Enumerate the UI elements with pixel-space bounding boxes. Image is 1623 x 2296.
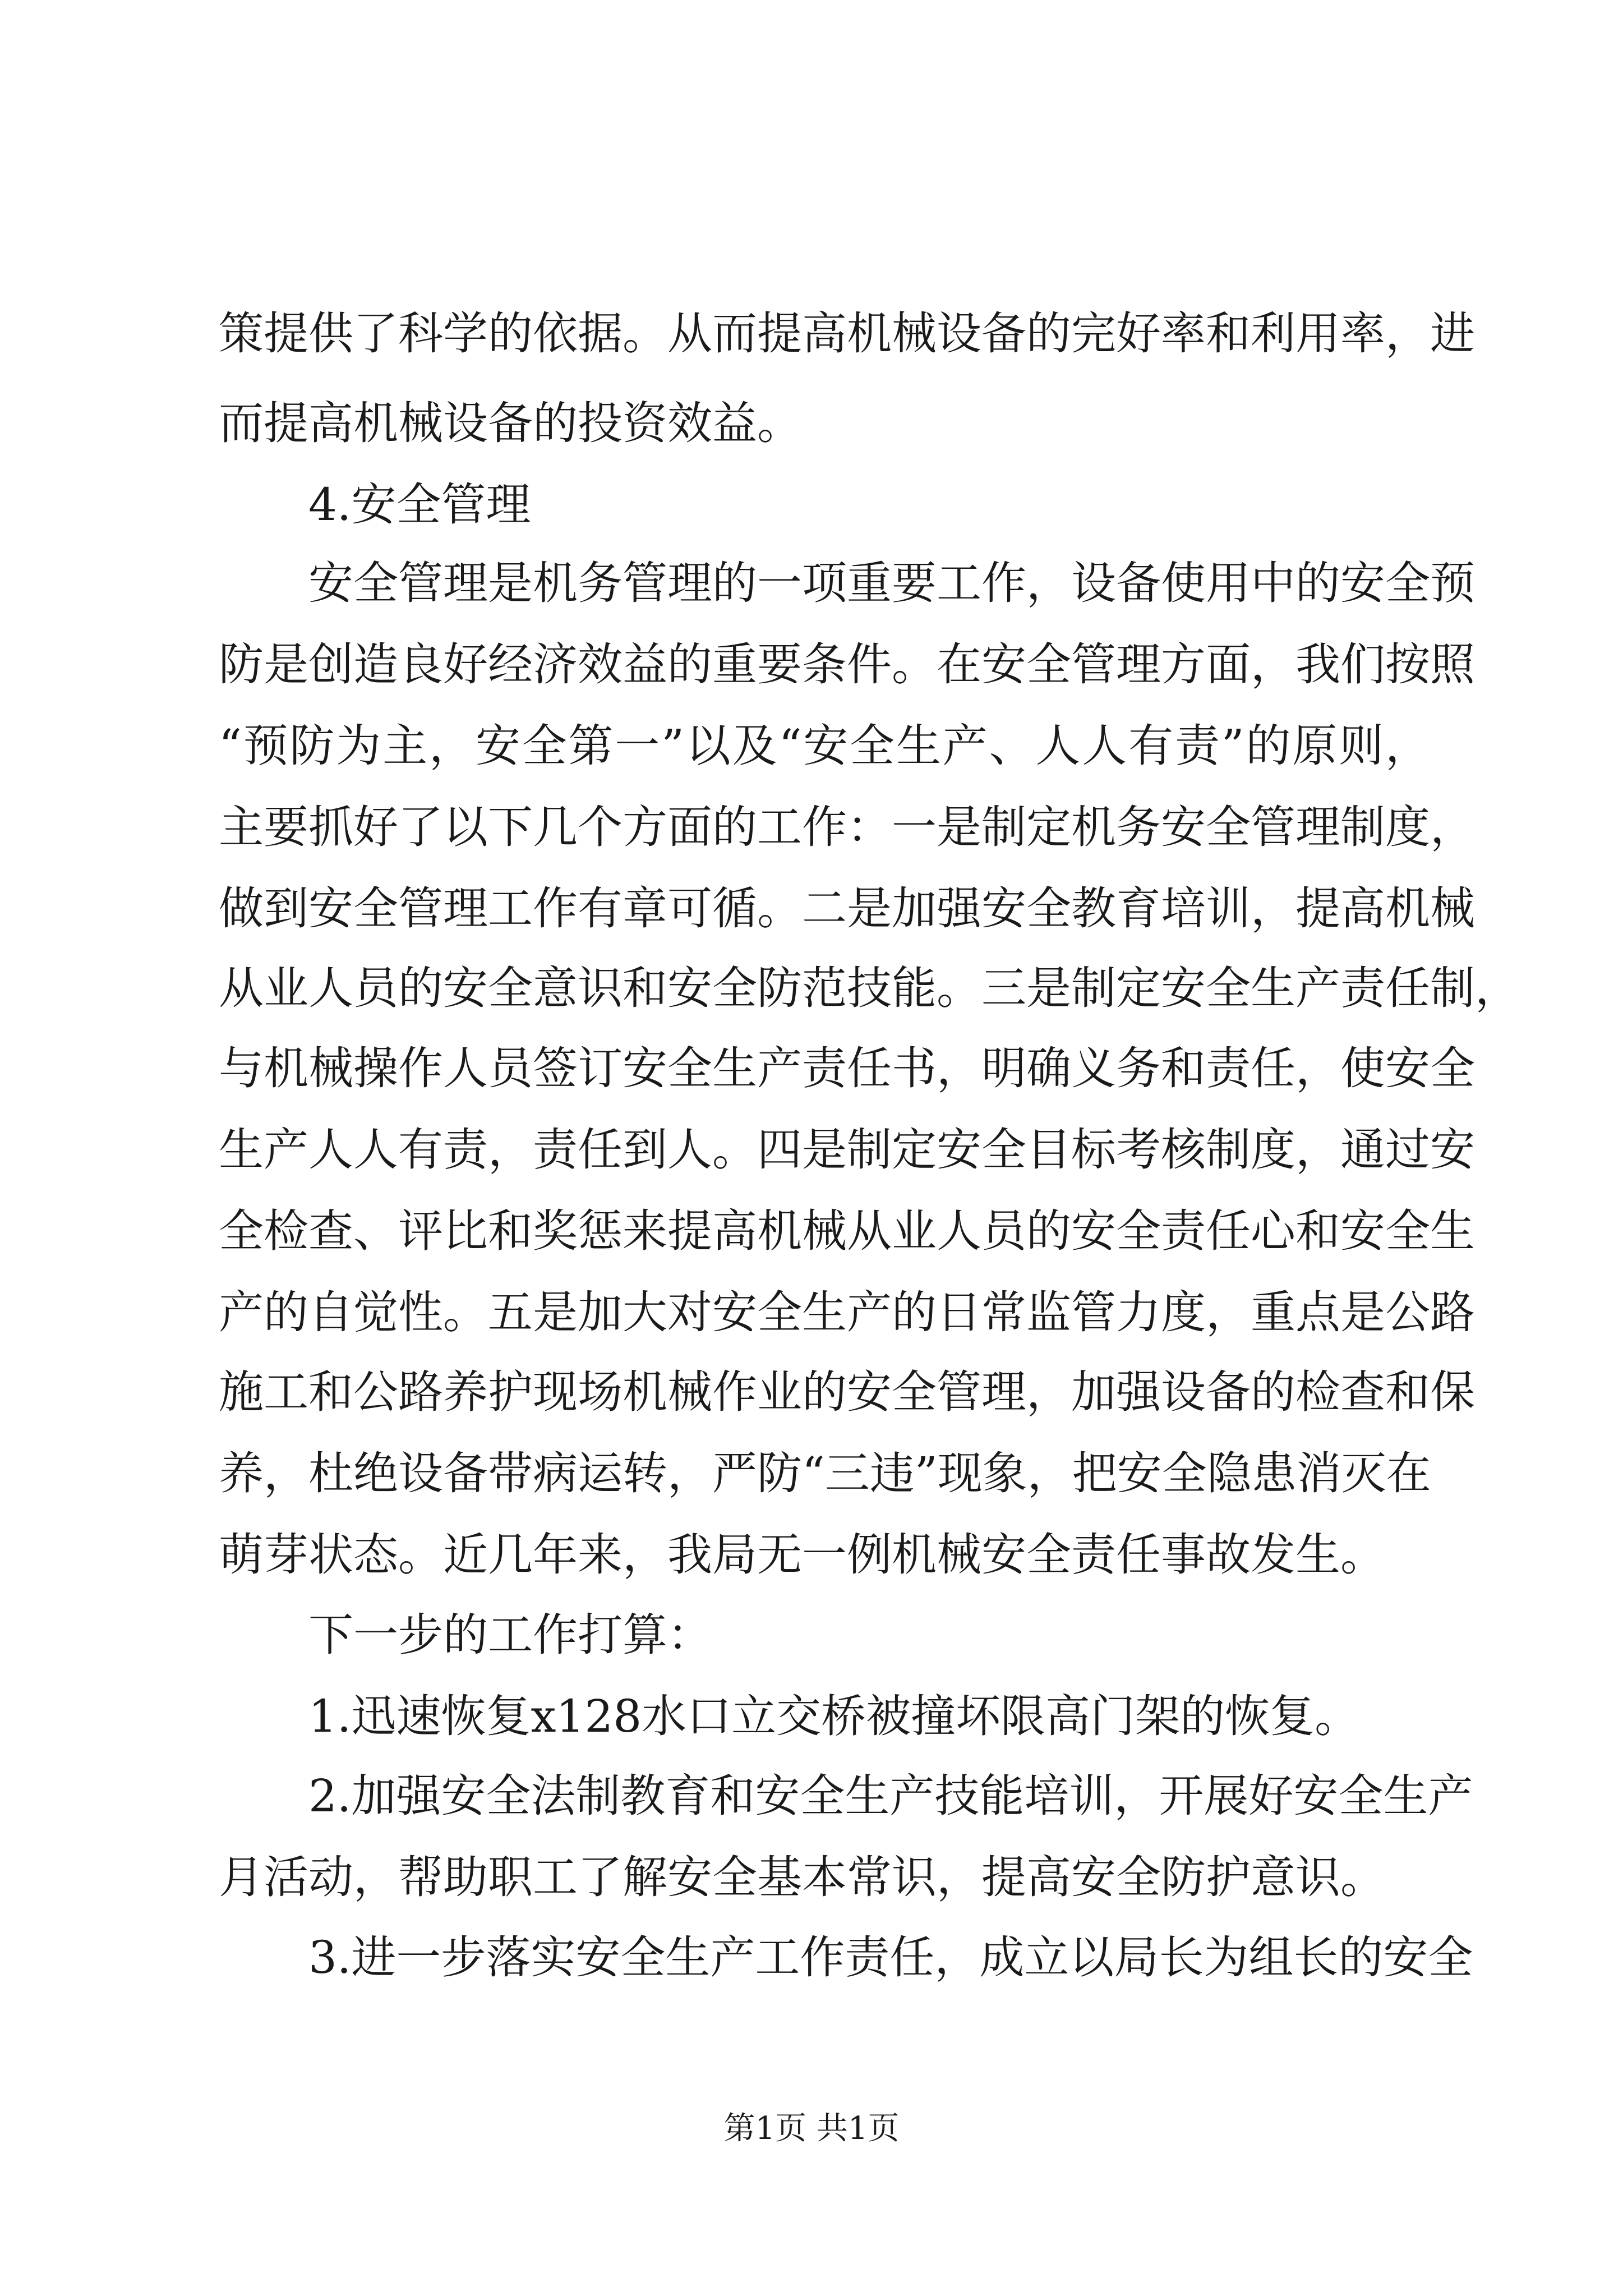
list-item: 3.进一步落实安全生产工作责任，成立以局长为组长的安全: [308, 1931, 1473, 1984]
paragraph-line: “预防为主，安全第一”以及“安全生产、人人有责”的原则，: [219, 720, 1430, 772]
paragraph-line: 主要抓好了以下几个方面的工作：一是制定机务安全管理制度，: [219, 801, 1475, 853]
paragraph-line: 下一步的工作打算：: [308, 1609, 712, 1661]
paragraph-line: 生产人人有责，责任到人。四是制定安全目标考核制度，通过安: [219, 1124, 1475, 1176]
list-item: 2.加强安全法制教育和安全生产技能培训，开展好安全生产: [308, 1770, 1473, 1822]
paragraph-line: 从业人员的安全意识和安全防范技能。三是制定安全生产责任制，: [219, 962, 1520, 1014]
paragraph-line: 养，杜绝设备带病运转，严防“三违”现象，把安全隐患消灭在: [219, 1447, 1431, 1499]
list-item: 1.迅速恢复x128水口立交桥被撞坏限高门架的恢复。: [308, 1690, 1360, 1742]
paragraph-line: 防是创造良好经济效益的重要条件。在安全管理方面，我们按照: [219, 638, 1475, 691]
paragraph-line: 与机械操作人员签订安全生产责任书，明确义务和责任，使安全: [219, 1042, 1475, 1094]
paragraph-line: 做到安全管理工作有章可循。二是加强安全教育培训，提高机械: [219, 882, 1475, 935]
paragraph-line: 全检查、评比和奖惩来提高机械从业人员的安全责任心和安全生: [219, 1205, 1475, 1257]
paragraph-line: 施工和公路养护现场机械作业的安全管理，加强设备的检查和保: [219, 1366, 1475, 1418]
page-footer: 第1页 共1页: [723, 2110, 900, 2147]
paragraph-line: 安全管理是机务管理的一项重要工作，设备使用中的安全预: [308, 557, 1475, 609]
paragraph-line: 产的自觉性。五是加大对安全生产的日常监管力度，重点是公路: [219, 1286, 1475, 1338]
paragraph-line: 而提高机械设备的投资效益。: [219, 397, 802, 449]
section-heading: 4.安全管理: [308, 478, 531, 531]
paragraph-line: 萌芽状态。近几年来，我局无一例机械安全责任事故发生。: [219, 1529, 1385, 1581]
paragraph-line: 策提供了科学的依据。从而提高机械设备的完好率和利用率，进: [219, 307, 1475, 360]
list-item-continuation: 月活动，帮助职工了解安全基本常识，提高安全防护意识。: [219, 1851, 1385, 1903]
